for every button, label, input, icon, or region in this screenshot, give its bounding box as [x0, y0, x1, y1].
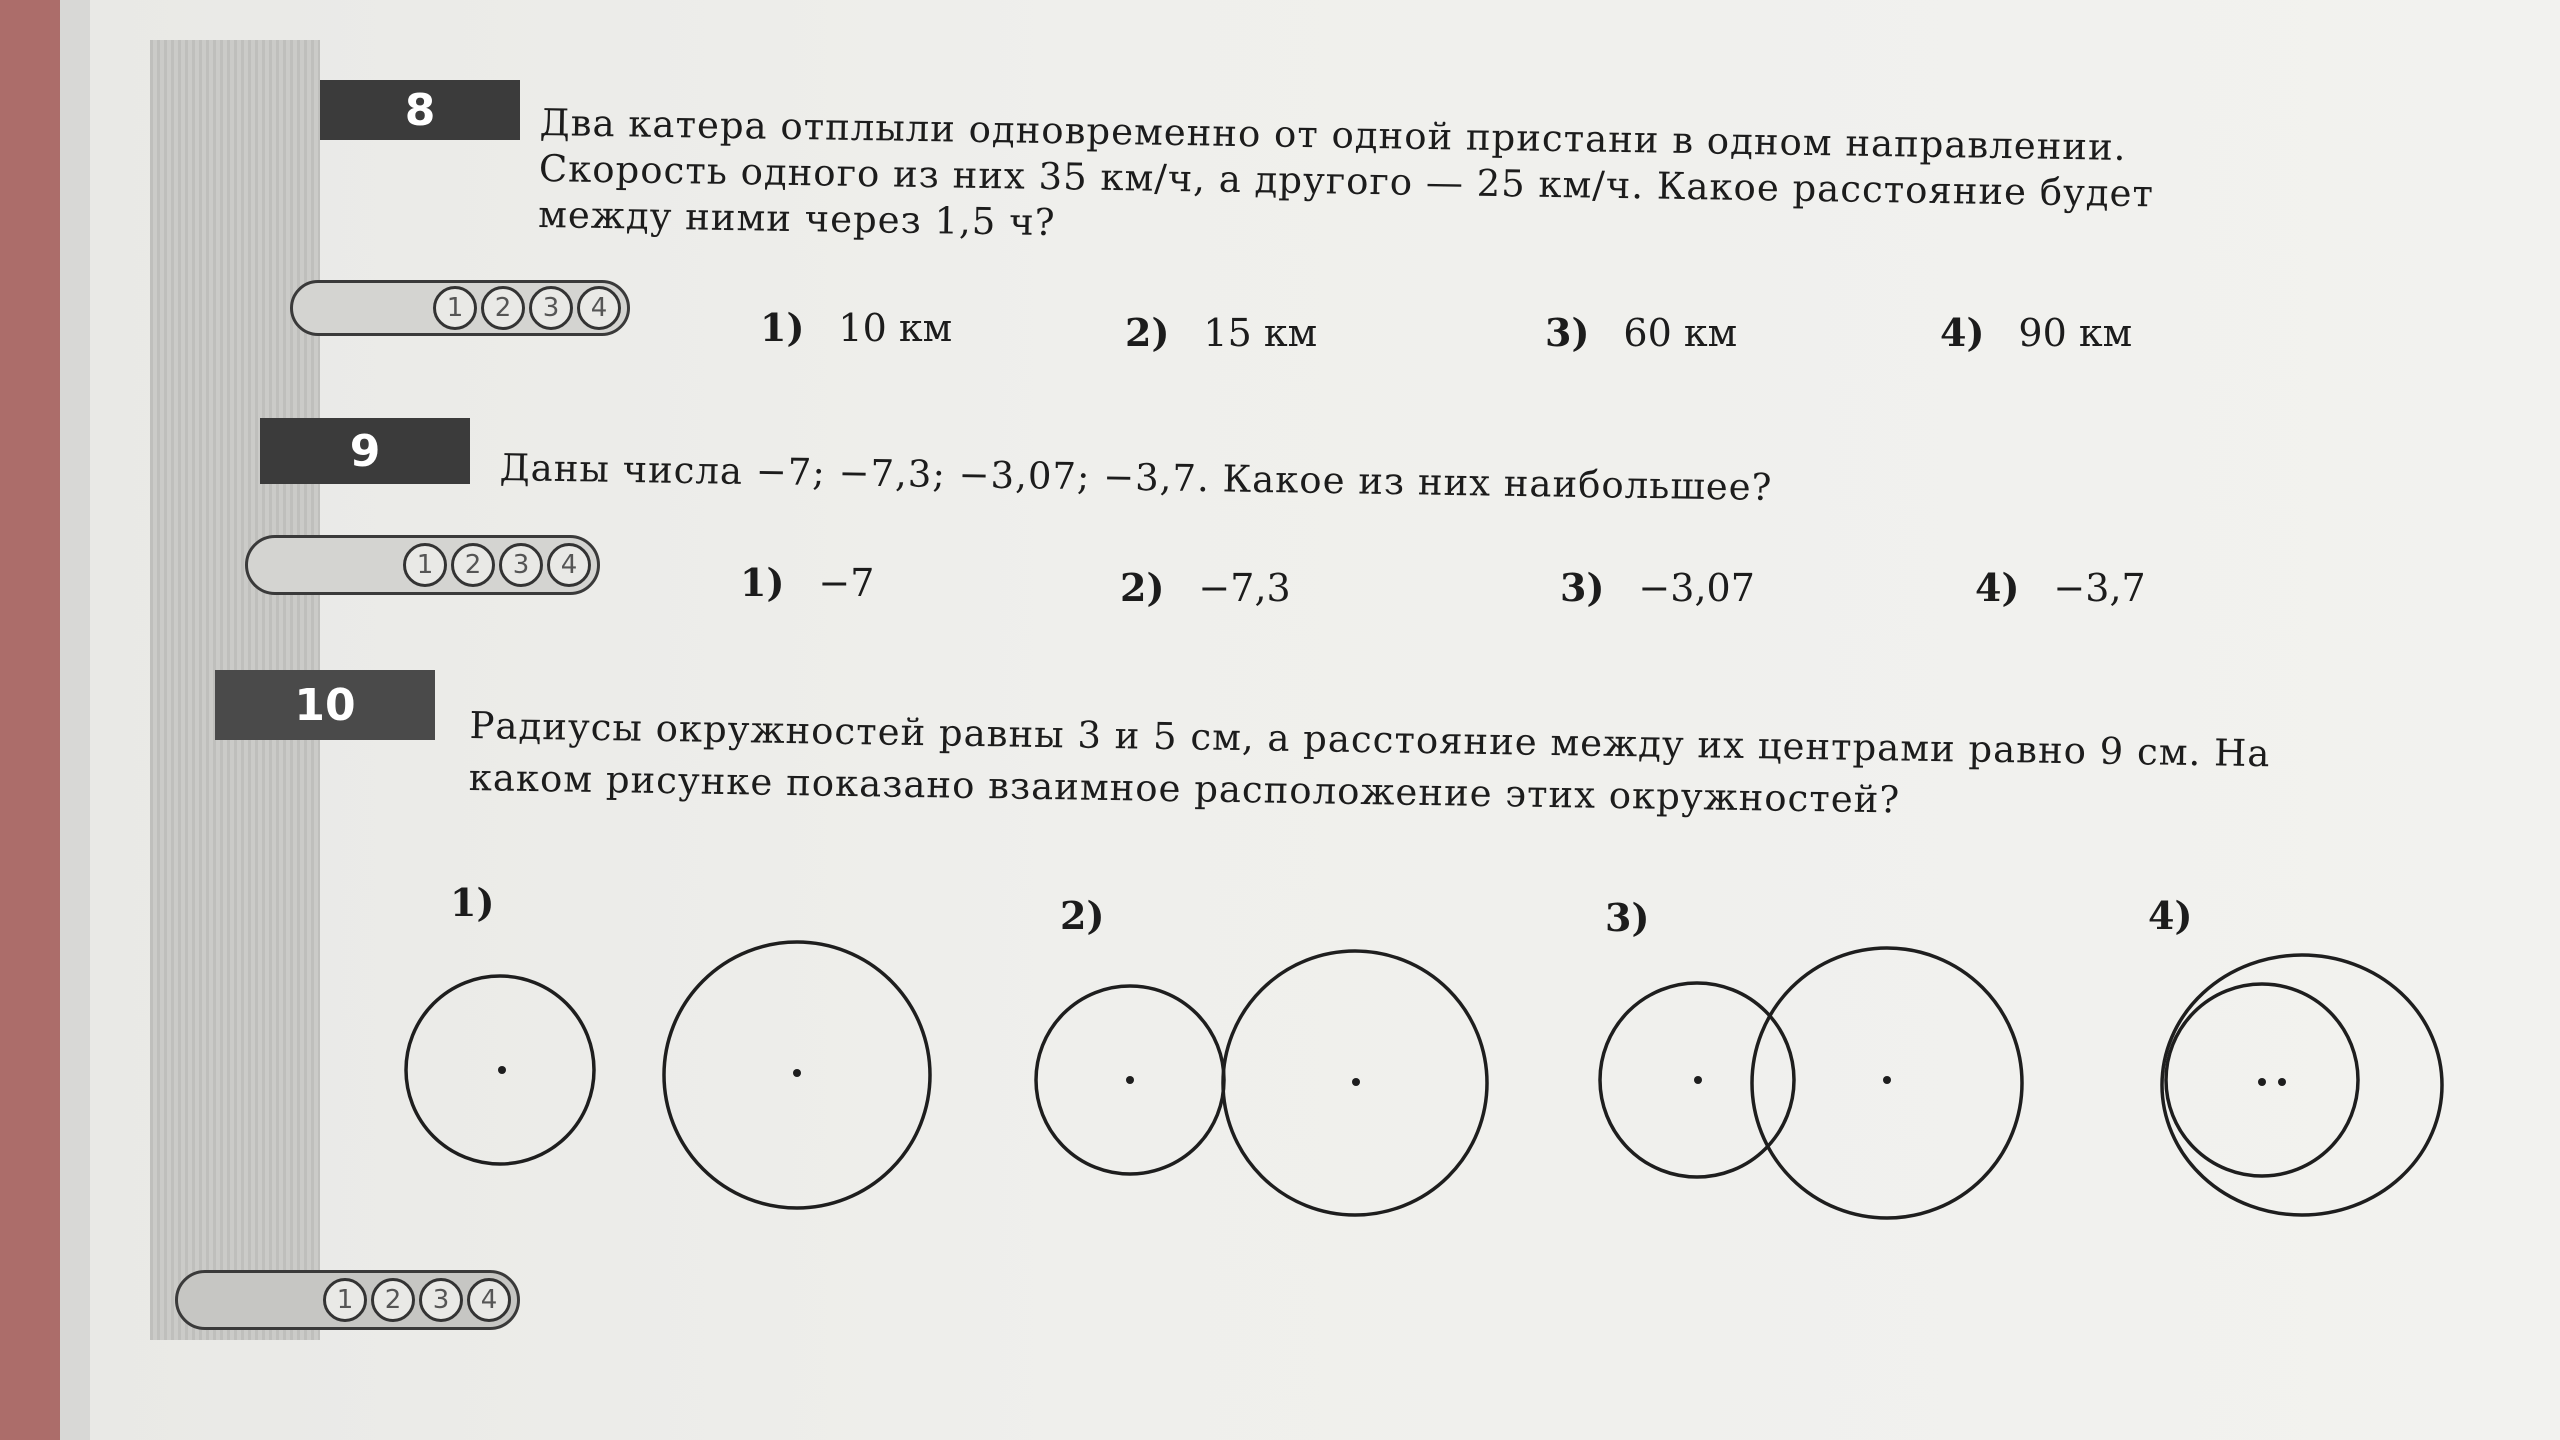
task-number: 9	[349, 425, 381, 477]
question-text: Даны числа −7; −7,3; −3,07; −3,7. Какое из них наибольшее?	[499, 445, 1773, 509]
answer-circle-2[interactable]: 2	[371, 1278, 415, 1322]
center-dot	[498, 1066, 506, 1074]
answer-circle-4[interactable]: 4	[467, 1278, 511, 1322]
answer-option: 1) 10 км	[760, 305, 953, 350]
question-text: Радиусы окружностей равны 3 и 5 см, а расстояние между их центрами равно 9 см. На каком рисунке показано взаимное расположение этих окружностей?	[468, 703, 2271, 822]
center-dot	[793, 1069, 801, 1077]
question-text: Два катера отплыли одновременно от одной пристани в одном направлении. Скорость одного из них 35 км/ч, а другого — 25 км/ч. Какое расстояние будет между ними через 1,5 ч?	[537, 100, 2155, 245]
answer-option: 3) −3,07	[1560, 565, 1755, 610]
center-dot	[1126, 1076, 1134, 1084]
answer-circle-4[interactable]: 4	[577, 286, 621, 330]
answer-circle-3[interactable]: 3	[499, 543, 543, 587]
answer-option: 3) 60 км	[1545, 310, 1738, 355]
answer-circle-1[interactable]: 1	[403, 543, 447, 587]
center-dot	[2258, 1078, 2266, 1086]
answer-option: 4) 90 км	[1940, 310, 2133, 355]
figure-label: 3)	[1605, 895, 1650, 940]
center-dot	[1883, 1076, 1891, 1084]
center-dot	[1352, 1078, 1360, 1086]
answer-circle-1[interactable]: 1	[323, 1278, 367, 1322]
answer-option: 4) −3,7	[1975, 565, 2146, 610]
figure-label: 1)	[450, 880, 495, 925]
answer-option: 2) 15 км	[1125, 310, 1318, 355]
answer-circle-3[interactable]: 3	[529, 286, 573, 330]
task-number: 10	[294, 679, 356, 731]
answer-option: 1) −7	[740, 560, 875, 605]
answer-circle-4[interactable]: 4	[547, 543, 591, 587]
answer-choice-circles[interactable]	[175, 1270, 520, 1330]
answer-option: 2) −7,3	[1120, 565, 1291, 610]
answer-circle-1[interactable]: 1	[433, 286, 477, 330]
answer-circle-2[interactable]: 2	[451, 543, 495, 587]
center-dot	[2278, 1078, 2286, 1086]
center-dot	[1694, 1076, 1702, 1084]
answer-circle-2[interactable]: 2	[481, 286, 525, 330]
figure-label: 2)	[1060, 893, 1105, 938]
task-number: 8	[404, 84, 436, 136]
figure-label: 4)	[2148, 893, 2193, 938]
answer-circle-3[interactable]: 3	[419, 1278, 463, 1322]
